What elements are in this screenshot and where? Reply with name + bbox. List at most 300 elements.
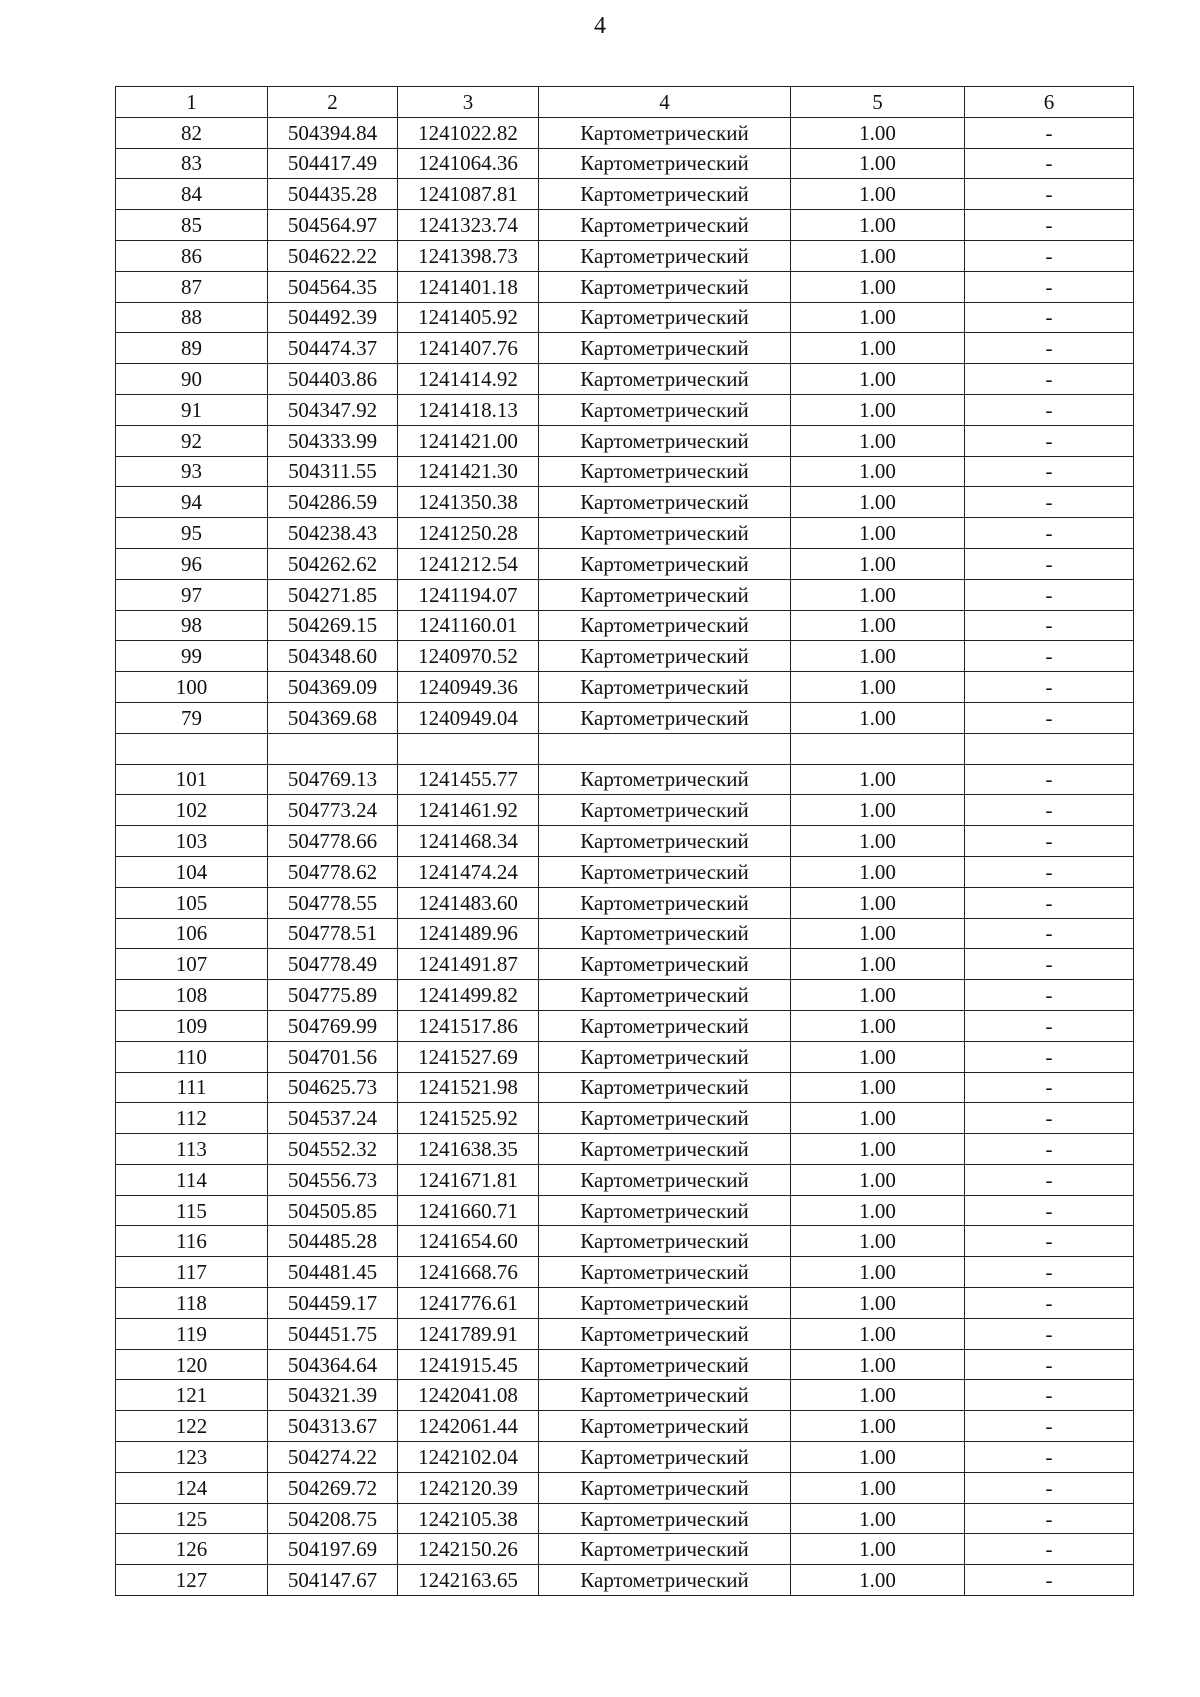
method-cell: Картометрический: [539, 641, 791, 672]
x-coordinate-cell: 504369.09: [268, 672, 398, 703]
point-number-cell: 84: [116, 179, 268, 210]
x-coordinate-cell: 504333.99: [268, 425, 398, 456]
x-coordinate-cell: 504505.85: [268, 1195, 398, 1226]
method-cell: Картометрический: [539, 1349, 791, 1380]
point-number-cell: 123: [116, 1442, 268, 1473]
x-coordinate-cell: 504274.22: [268, 1442, 398, 1473]
table-row: [116, 1195, 1134, 1226]
y-coordinate-cell: 1241654.60: [398, 1226, 539, 1257]
method-cell: Картометрический: [539, 1010, 791, 1041]
y-coordinate-cell: 1241421.30: [398, 456, 539, 487]
accuracy-cell: 1.00: [791, 548, 965, 579]
y-coordinate-cell: 1241401.18: [398, 271, 539, 302]
accuracy-cell: 1.00: [791, 456, 965, 487]
point-number-cell: 119: [116, 1318, 268, 1349]
note-cell: -: [965, 548, 1134, 579]
method-cell: Картометрический: [539, 672, 791, 703]
method-cell: Картометрический: [539, 240, 791, 271]
point-number-cell: 111: [116, 1072, 268, 1103]
method-cell: Картометрический: [539, 1442, 791, 1473]
method-cell: Картометрический: [539, 887, 791, 918]
y-coordinate-cell: 1241789.91: [398, 1318, 539, 1349]
note-cell: -: [965, 1565, 1134, 1596]
point-number-cell: 89: [116, 333, 268, 364]
method-cell: Картометрический: [539, 1565, 791, 1596]
x-coordinate-cell: 504147.67: [268, 1565, 398, 1596]
table-row: [116, 1288, 1134, 1319]
accuracy-cell: 1.00: [791, 1010, 965, 1041]
accuracy-cell: 1.00: [791, 1257, 965, 1288]
point-number-cell: 122: [116, 1411, 268, 1442]
y-coordinate-cell: 1241489.96: [398, 918, 539, 949]
point-number-cell: 98: [116, 610, 268, 641]
page-number: 4: [594, 13, 606, 39]
point-number-cell: 102: [116, 795, 268, 826]
y-coordinate-cell: 1241350.38: [398, 487, 539, 518]
method-cell: Картометрический: [539, 1072, 791, 1103]
note-cell: -: [965, 1041, 1134, 1072]
point-number-cell: 121: [116, 1380, 268, 1411]
method-cell: Картометрический: [539, 702, 791, 733]
accuracy-cell: 1.00: [791, 271, 965, 302]
x-coordinate-cell: 504262.62: [268, 548, 398, 579]
accuracy-cell: 1.00: [791, 856, 965, 887]
y-coordinate-cell: 1240970.52: [398, 641, 539, 672]
note-cell: -: [965, 887, 1134, 918]
x-coordinate-cell: 504271.85: [268, 579, 398, 610]
table-row: [116, 1472, 1134, 1503]
note-cell: -: [965, 1195, 1134, 1226]
x-coordinate-cell: 504451.75: [268, 1318, 398, 1349]
note-cell: -: [965, 918, 1134, 949]
accuracy-cell: 1.00: [791, 210, 965, 241]
y-coordinate-cell: 1241323.74: [398, 210, 539, 241]
accuracy-cell: 1.00: [791, 1195, 965, 1226]
point-number-cell: 88: [116, 302, 268, 333]
table-row: [116, 1072, 1134, 1103]
note-cell: -: [965, 148, 1134, 179]
point-number-cell: 99: [116, 641, 268, 672]
table-row: [116, 1318, 1134, 1349]
coordinates-table: [115, 86, 1134, 1596]
note-cell: -: [965, 980, 1134, 1011]
table-row-separator: [116, 733, 1134, 764]
y-coordinate-cell: 1241160.01: [398, 610, 539, 641]
note-cell: -: [965, 826, 1134, 857]
y-coordinate-cell: 1241527.69: [398, 1041, 539, 1072]
table-row: [116, 795, 1134, 826]
accuracy-cell: 1.00: [791, 610, 965, 641]
y-coordinate-cell: 1242120.39: [398, 1472, 539, 1503]
method-cell: Картометрический: [539, 1503, 791, 1534]
accuracy-cell: 1.00: [791, 1164, 965, 1195]
x-coordinate-cell: 504348.60: [268, 641, 398, 672]
method-cell: Картометрический: [539, 333, 791, 364]
note-cell: -: [965, 641, 1134, 672]
method-cell: Картометрический: [539, 1164, 791, 1195]
note-cell: -: [965, 1442, 1134, 1473]
accuracy-cell: 1.00: [791, 1442, 965, 1473]
note-cell: -: [965, 1103, 1134, 1134]
accuracy-cell: 1.00: [791, 1072, 965, 1103]
point-number-cell: 79: [116, 702, 268, 733]
table-row: [116, 949, 1134, 980]
point-number-cell: 114: [116, 1164, 268, 1195]
x-coordinate-cell: 504369.68: [268, 702, 398, 733]
table-row: [116, 672, 1134, 703]
note-cell: -: [965, 1134, 1134, 1165]
table-row: [116, 179, 1134, 210]
x-coordinate-cell: 504364.64: [268, 1349, 398, 1380]
x-coordinate-cell: [268, 733, 398, 764]
method-cell: Картометрический: [539, 271, 791, 302]
y-coordinate-cell: 1241414.92: [398, 364, 539, 395]
method-cell: Картометрический: [539, 456, 791, 487]
accuracy-cell: 1.00: [791, 1134, 965, 1165]
accuracy-cell: 1.00: [791, 518, 965, 549]
y-coordinate-cell: 1242105.38: [398, 1503, 539, 1534]
y-coordinate-cell: 1240949.36: [398, 672, 539, 703]
x-coordinate-cell: 504313.67: [268, 1411, 398, 1442]
note-cell: -: [965, 1380, 1134, 1411]
method-cell: Картометрический: [539, 1103, 791, 1134]
y-coordinate-cell: 1241638.35: [398, 1134, 539, 1165]
accuracy-cell: 1.00: [791, 1041, 965, 1072]
x-coordinate-cell: 504778.55: [268, 887, 398, 918]
x-coordinate-cell: 504769.13: [268, 764, 398, 795]
y-coordinate-cell: 1242061.44: [398, 1411, 539, 1442]
table-row: [116, 1041, 1134, 1072]
point-number-cell: 86: [116, 240, 268, 271]
method-cell: Картометрический: [539, 179, 791, 210]
table-row: [116, 210, 1134, 241]
y-coordinate-cell: 1241461.92: [398, 795, 539, 826]
table-row: [116, 918, 1134, 949]
accuracy-cell: 1.00: [791, 1288, 965, 1319]
accuracy-cell: 1.00: [791, 240, 965, 271]
y-coordinate-cell: 1241525.92: [398, 1103, 539, 1134]
table-row: [116, 1103, 1134, 1134]
point-number-cell: 105: [116, 887, 268, 918]
y-coordinate-cell: 1241398.73: [398, 240, 539, 271]
table-row: [116, 1442, 1134, 1473]
column-header: 2: [268, 87, 398, 118]
x-coordinate-cell: 504321.39: [268, 1380, 398, 1411]
method-cell: Картометрический: [539, 487, 791, 518]
y-coordinate-cell: 1241491.87: [398, 949, 539, 980]
y-coordinate-cell: 1241483.60: [398, 887, 539, 918]
accuracy-cell: 1.00: [791, 1380, 965, 1411]
table-row: [116, 887, 1134, 918]
y-coordinate-cell: 1241915.45: [398, 1349, 539, 1380]
y-coordinate-cell: 1241521.98: [398, 1072, 539, 1103]
accuracy-cell: 1.00: [791, 394, 965, 425]
column-header: 3: [398, 87, 539, 118]
table-row: [116, 702, 1134, 733]
accuracy-cell: 1.00: [791, 117, 965, 148]
x-coordinate-cell: 504778.66: [268, 826, 398, 857]
method-cell: Картометрический: [539, 1472, 791, 1503]
note-cell: -: [965, 425, 1134, 456]
method-cell: Картометрический: [539, 826, 791, 857]
method-cell: Картометрический: [539, 1041, 791, 1072]
method-cell: Картометрический: [539, 364, 791, 395]
y-coordinate-cell: 1240949.04: [398, 702, 539, 733]
x-coordinate-cell: 504552.32: [268, 1134, 398, 1165]
note-cell: -: [965, 795, 1134, 826]
y-coordinate-cell: 1241087.81: [398, 179, 539, 210]
note-cell: -: [965, 210, 1134, 241]
method-cell: Картометрический: [539, 425, 791, 456]
method-cell: Картометрический: [539, 980, 791, 1011]
x-coordinate-cell: 504403.86: [268, 364, 398, 395]
y-coordinate-cell: 1241668.76: [398, 1257, 539, 1288]
point-number-cell: 109: [116, 1010, 268, 1041]
point-number-cell: [116, 733, 268, 764]
note-cell: -: [965, 1072, 1134, 1103]
method-cell: Картометрический: [539, 1134, 791, 1165]
point-number-cell: 106: [116, 918, 268, 949]
point-number-cell: 93: [116, 456, 268, 487]
y-coordinate-cell: 1241212.54: [398, 548, 539, 579]
table-row: [116, 302, 1134, 333]
note-cell: -: [965, 1503, 1134, 1534]
note-cell: -: [965, 394, 1134, 425]
point-number-cell: 124: [116, 1472, 268, 1503]
note-cell: -: [965, 364, 1134, 395]
accuracy-cell: 1.00: [791, 826, 965, 857]
note-cell: -: [965, 764, 1134, 795]
x-coordinate-cell: 504435.28: [268, 179, 398, 210]
point-number-cell: 95: [116, 518, 268, 549]
point-number-cell: 126: [116, 1534, 268, 1565]
method-cell: Картометрический: [539, 949, 791, 980]
note-cell: -: [965, 1534, 1134, 1565]
x-coordinate-cell: 504474.37: [268, 333, 398, 364]
x-coordinate-cell: 504775.89: [268, 980, 398, 1011]
table-row: [116, 610, 1134, 641]
table-row: [116, 548, 1134, 579]
table-row: [116, 1010, 1134, 1041]
method-cell: Картометрический: [539, 918, 791, 949]
point-number-cell: 107: [116, 949, 268, 980]
point-number-cell: 94: [116, 487, 268, 518]
method-cell: Картометрический: [539, 302, 791, 333]
table-row: [116, 1349, 1134, 1380]
method-cell: Картометрический: [539, 210, 791, 241]
point-number-cell: 103: [116, 826, 268, 857]
accuracy-cell: 1.00: [791, 1534, 965, 1565]
note-cell: -: [965, 610, 1134, 641]
accuracy-cell: 1.00: [791, 949, 965, 980]
y-coordinate-cell: 1241517.86: [398, 1010, 539, 1041]
table-row: [116, 518, 1134, 549]
y-coordinate-cell: 1241418.13: [398, 394, 539, 425]
accuracy-cell: 1.00: [791, 1349, 965, 1380]
column-header: 1: [116, 87, 268, 118]
method-cell: Картометрический: [539, 394, 791, 425]
x-coordinate-cell: 504485.28: [268, 1226, 398, 1257]
table-row: [116, 641, 1134, 672]
x-coordinate-cell: 504197.69: [268, 1534, 398, 1565]
y-coordinate-cell: 1241660.71: [398, 1195, 539, 1226]
x-coordinate-cell: 504238.43: [268, 518, 398, 549]
table-row: [116, 333, 1134, 364]
y-coordinate-cell: 1241421.00: [398, 425, 539, 456]
method-cell: Картометрический: [539, 1534, 791, 1565]
accuracy-cell: 1.00: [791, 1318, 965, 1349]
point-number-cell: 104: [116, 856, 268, 887]
accuracy-cell: 1.00: [791, 148, 965, 179]
point-number-cell: 91: [116, 394, 268, 425]
x-coordinate-cell: 504564.97: [268, 210, 398, 241]
note-cell: -: [965, 240, 1134, 271]
x-coordinate-cell: 504269.15: [268, 610, 398, 641]
y-coordinate-cell: 1242102.04: [398, 1442, 539, 1473]
note-cell: -: [965, 333, 1134, 364]
x-coordinate-cell: 504459.17: [268, 1288, 398, 1319]
note-cell: -: [965, 302, 1134, 333]
point-number-cell: 116: [116, 1226, 268, 1257]
accuracy-cell: 1.00: [791, 1565, 965, 1596]
column-header: 6: [965, 87, 1134, 118]
method-cell: Картометрический: [539, 764, 791, 795]
note-cell: -: [965, 579, 1134, 610]
note-cell: -: [965, 1164, 1134, 1195]
method-cell: Картометрический: [539, 1288, 791, 1319]
note-cell: -: [965, 456, 1134, 487]
x-coordinate-cell: 504347.92: [268, 394, 398, 425]
point-number-cell: 117: [116, 1257, 268, 1288]
y-coordinate-cell: 1241474.24: [398, 856, 539, 887]
table-row: [116, 117, 1134, 148]
x-coordinate-cell: 504778.62: [268, 856, 398, 887]
x-coordinate-cell: 504778.49: [268, 949, 398, 980]
point-number-cell: 108: [116, 980, 268, 1011]
y-coordinate-cell: 1242150.26: [398, 1534, 539, 1565]
accuracy-cell: 1.00: [791, 333, 965, 364]
accuracy-cell: 1.00: [791, 795, 965, 826]
method-cell: Картометрический: [539, 1226, 791, 1257]
table-row: [116, 1534, 1134, 1565]
x-coordinate-cell: 504492.39: [268, 302, 398, 333]
accuracy-cell: 1.00: [791, 1472, 965, 1503]
note-cell: -: [965, 487, 1134, 518]
table-row: [116, 1226, 1134, 1257]
point-number-cell: 90: [116, 364, 268, 395]
note-cell: -: [965, 672, 1134, 703]
table-row: [116, 240, 1134, 271]
table-row: [116, 1565, 1134, 1596]
method-cell: Картометрический: [539, 1195, 791, 1226]
accuracy-cell: 1.00: [791, 302, 965, 333]
point-number-cell: 96: [116, 548, 268, 579]
table-row: [116, 764, 1134, 795]
accuracy-cell: 1.00: [791, 1103, 965, 1134]
accuracy-cell: 1.00: [791, 764, 965, 795]
point-number-cell: 120: [116, 1349, 268, 1380]
y-coordinate-cell: 1241671.81: [398, 1164, 539, 1195]
y-coordinate-cell: 1241407.76: [398, 333, 539, 364]
x-coordinate-cell: 504564.35: [268, 271, 398, 302]
accuracy-cell: 1.00: [791, 1226, 965, 1257]
y-coordinate-cell: 1241499.82: [398, 980, 539, 1011]
note-cell: -: [965, 518, 1134, 549]
method-cell: Картометрический: [539, 548, 791, 579]
note-cell: -: [965, 1226, 1134, 1257]
table-row: [116, 425, 1134, 456]
note-cell: -: [965, 179, 1134, 210]
x-coordinate-cell: 504208.75: [268, 1503, 398, 1534]
accuracy-cell: 1.00: [791, 918, 965, 949]
y-coordinate-cell: 1241194.07: [398, 579, 539, 610]
note-cell: -: [965, 1349, 1134, 1380]
x-coordinate-cell: 504556.73: [268, 1164, 398, 1195]
table-row: [116, 980, 1134, 1011]
x-coordinate-cell: 504417.49: [268, 148, 398, 179]
x-coordinate-cell: 504286.59: [268, 487, 398, 518]
point-number-cell: 127: [116, 1565, 268, 1596]
note-cell: -: [965, 117, 1134, 148]
x-coordinate-cell: 504701.56: [268, 1041, 398, 1072]
x-coordinate-cell: 504269.72: [268, 1472, 398, 1503]
y-coordinate-cell: 1241405.92: [398, 302, 539, 333]
accuracy-cell: 1.00: [791, 364, 965, 395]
table-header: [116, 87, 1134, 118]
point-number-cell: 87: [116, 271, 268, 302]
table-row: [116, 1503, 1134, 1534]
accuracy-cell: 1.00: [791, 179, 965, 210]
note-cell: [965, 733, 1134, 764]
note-cell: -: [965, 702, 1134, 733]
table-body: [116, 117, 1134, 1595]
y-coordinate-cell: 1241064.36: [398, 148, 539, 179]
table-row: [116, 1257, 1134, 1288]
table-row: [116, 487, 1134, 518]
method-cell: Картометрический: [539, 1380, 791, 1411]
note-cell: -: [965, 1257, 1134, 1288]
note-cell: -: [965, 1318, 1134, 1349]
method-cell: [539, 733, 791, 764]
column-header: 5: [791, 87, 965, 118]
point-number-cell: 92: [116, 425, 268, 456]
table-row: [116, 456, 1134, 487]
x-coordinate-cell: 504622.22: [268, 240, 398, 271]
table-row: [116, 579, 1134, 610]
y-coordinate-cell: 1241776.61: [398, 1288, 539, 1319]
column-header: 4: [539, 87, 791, 118]
method-cell: Картометрический: [539, 1257, 791, 1288]
table-row: [116, 1164, 1134, 1195]
note-cell: -: [965, 856, 1134, 887]
y-coordinate-cell: 1241468.34: [398, 826, 539, 857]
x-coordinate-cell: 504537.24: [268, 1103, 398, 1134]
accuracy-cell: [791, 733, 965, 764]
method-cell: Картометрический: [539, 148, 791, 179]
table-row: [116, 826, 1134, 857]
table-row: [116, 271, 1134, 302]
point-number-cell: 118: [116, 1288, 268, 1319]
note-cell: -: [965, 1472, 1134, 1503]
x-coordinate-cell: 504311.55: [268, 456, 398, 487]
y-coordinate-cell: 1242163.65: [398, 1565, 539, 1596]
method-cell: Картометрический: [539, 579, 791, 610]
x-coordinate-cell: 504394.84: [268, 117, 398, 148]
x-coordinate-cell: 504778.51: [268, 918, 398, 949]
x-coordinate-cell: 504773.24: [268, 795, 398, 826]
table-row: [116, 394, 1134, 425]
accuracy-cell: 1.00: [791, 887, 965, 918]
